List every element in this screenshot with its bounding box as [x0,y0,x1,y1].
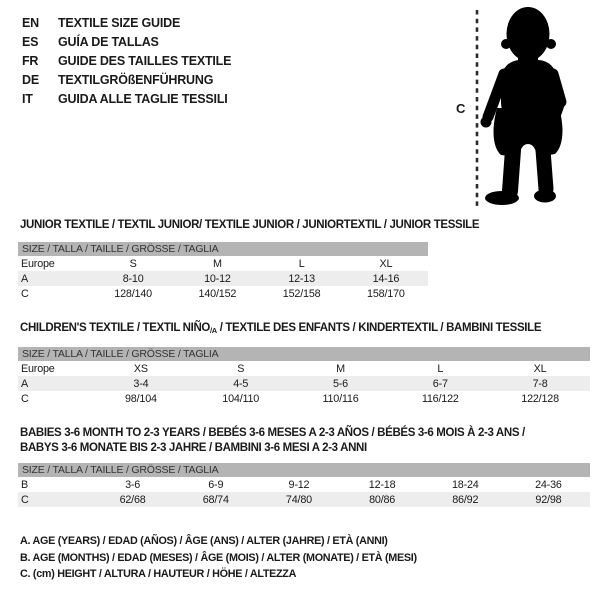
table-cell: 6-7 [432,377,448,390]
note-age-years: A. AGE (YEARS) / EDAD (AÑOS) / ÂGE (ANS) / ALTER (JAHRE) / ETÀ (ANNI) [20,535,388,547]
table-cell: 12-18 [368,478,396,491]
language-title: GUIDA ALLE TAGLIE TESSILI [58,91,228,106]
table-cell: 92/98 [535,493,562,506]
table-cell: 86/92 [452,493,479,506]
table-cell: 62/68 [119,493,146,506]
language-title: TEXTILGRÖßENFÜHRUNG [58,72,214,87]
table-row-height [18,286,428,301]
table-cell: 3-4 [133,377,149,390]
table-cell: 110/116 [322,392,359,405]
table-cell: S [129,257,137,270]
table-cell: 116/122 [421,392,459,405]
table-cell: S [237,362,245,375]
table-cell: 12-13 [288,272,315,285]
table-cell: 104/110 [222,392,260,405]
table-row-age-months [18,477,590,492]
table-cell: 8-10 [122,272,144,285]
size-table-junior [18,242,428,301]
language-row-es [22,32,231,51]
table-cell: 68/74 [202,493,229,506]
title-part: / TEXTILE DES ENFANTS / KINDERTEXTIL / BAMBINI TESSILE [216,322,542,334]
size-header-band: SIZE / TALLA / TAILLE / GRÖSSE / TAGLIA [18,463,590,477]
language-row-fr [22,51,231,70]
language-code: ES [22,34,39,49]
table-cell: M [336,362,345,375]
language-title: GUÍA DE TALLAS [58,34,159,49]
language-code: IT [22,91,33,106]
note-height: C. (cm) HEIGHT / ALTURA / HAUTEUR / HÖHE / ALTEZZA [20,568,297,580]
table-row-europe [18,256,428,271]
table-row-europe [18,361,590,376]
height-measure-figure [448,0,600,216]
title-part: CHILDREN'S TEXTILE / TEXTIL NIÑO [20,322,211,334]
note-age-months: B. AGE (MONTHS) / EDAD (MESES) / ÂGE (MOIS) / ALTER (MONATE) / ETÀ (MESI) [20,551,417,564]
language-title: GUIDE DES TAILLES TEXTILE [58,53,232,68]
section-title-babies [20,426,525,456]
table-row-height [18,492,590,507]
language-code: EN [22,15,39,30]
table-cell: 128/140 [114,287,152,300]
table-cell: 3-6 [125,478,141,491]
table-cell: XS [133,362,148,375]
row-label: C [21,493,29,506]
baby-silhouette-icon [448,0,600,216]
table-cell: 14-16 [372,272,400,285]
row-label: C [21,392,29,405]
language-code: FR [22,53,39,68]
table-cell: 4-5 [233,377,249,390]
size-header-band: SIZE / TALLA / TAILLE / GRÖSSE / TAGLIA [18,347,590,361]
table-cell: 10-12 [204,272,231,285]
size-table-children [18,347,590,406]
language-title: TEXTILE SIZE GUIDE [58,15,181,30]
table-row-age [18,376,590,391]
table-cell: L [298,257,305,270]
table-cell: 152/158 [282,287,321,300]
table-cell: 6-9 [208,478,224,491]
table-cell: 80/86 [369,493,396,506]
row-label: A [21,377,29,390]
height-label: C [456,101,466,116]
table-cell: 18-24 [451,478,479,491]
title-line-1: BABIES 3-6 MONTH TO 2-3 YEARS / BEBÉS 3-6 MESES A 2-3 AÑOS / BÉBÉS 3-6 MOIS À 2-3 ANS / [20,427,525,439]
legend-notes [20,535,417,585]
language-legend [22,13,231,108]
row-label: Europe [21,362,55,375]
table-row-height [18,391,590,406]
size-header-band: SIZE / TALLA / TAILLE / GRÖSSE / TAGLIA [18,242,428,256]
table-cell: L [437,362,444,375]
title-line-2: BABYS 3-6 MONATE BIS 2-3 JAHRE / BAMBINI 3-6 MESI A 2-3 ANNI [20,442,367,454]
row-label: Europe [21,257,55,270]
table-cell: 74/80 [285,493,312,506]
table-cell: 24-36 [535,478,562,491]
baby-silhouette [481,7,563,205]
language-row-de [22,70,231,89]
table-cell: 9-12 [288,478,310,491]
table-row-age [18,271,428,286]
row-label: B [21,478,29,491]
size-table-babies [18,463,590,507]
table-cell: 5-6 [332,377,348,390]
table-cell: XL [379,257,393,270]
section-title-junior: JUNIOR TEXTILE / TEXTIL JUNIOR/ TEXTILE JUNIOR / JUNIORTEXTIL / JUNIOR TESSILE [20,219,480,231]
table-cell: XL [533,362,547,375]
row-label: A [21,272,29,285]
title-subscript: /A [210,326,217,335]
language-row-it [22,89,231,108]
table-cell: 140/152 [198,287,237,300]
table-cell: M [212,257,222,270]
language-row-en [22,13,231,32]
table-cell: 7-8 [532,377,548,390]
row-label: C [21,287,29,300]
language-code: DE [22,72,39,87]
table-cell: 122/128 [521,392,559,405]
table-cell: 98/104 [124,392,157,405]
table-cell: 158/170 [367,287,405,300]
section-title-children [20,321,541,338]
